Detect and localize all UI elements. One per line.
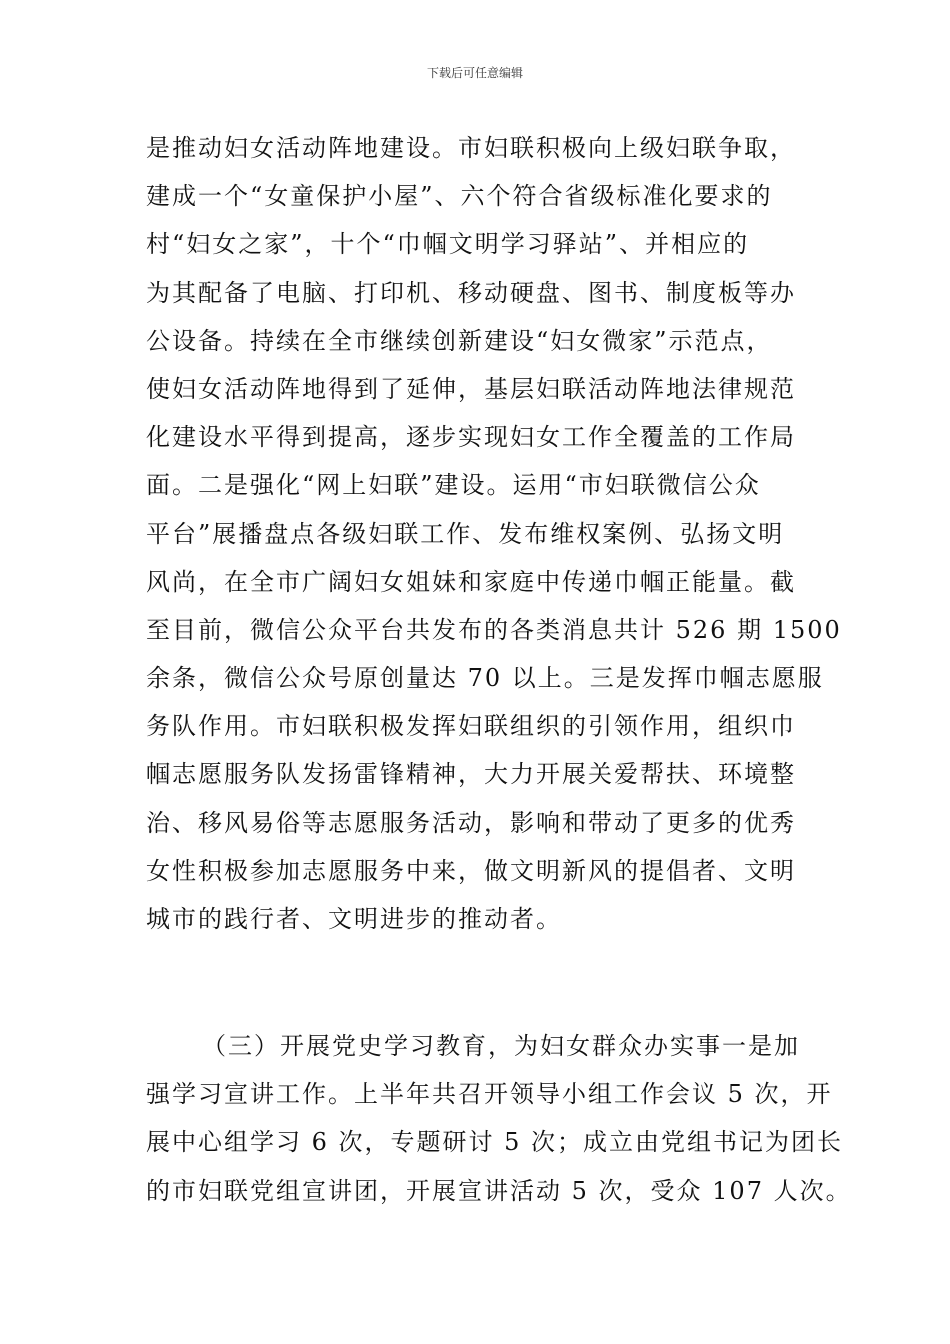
paragraph-2 bbox=[146, 1022, 852, 1215]
text-line: 帼志愿服务队发扬雷锋精神，大力开展关爱帮扶、环境整 bbox=[146, 760, 796, 789]
text-line: 是推动妇女活动阵地建设。市妇联积极向上级妇联争取， bbox=[146, 134, 796, 162]
text-line: 公设备。持续在全市继续创新建设“妇女微家”示范点， bbox=[146, 326, 773, 355]
text-line-indented: （三）开展党史学习教育，为妇女群众办实事一是加 bbox=[202, 1032, 800, 1060]
text-line: 的市妇联党组宣讲团，开展宣讲活动 5 次，受众 107 人次。 bbox=[146, 1176, 852, 1205]
text-line: 余条，微信公众号原创量达 70 以上。三是发挥巾帼志愿服 bbox=[146, 664, 824, 693]
text-line: 治、移风易俗等志愿服务活动，影响和带动了更多的优秀 bbox=[146, 808, 796, 837]
text-line: 女性积极参加志愿服务中来，做文明新风的提倡者、文明 bbox=[146, 856, 796, 885]
text-line: 建成一个“女童保护小屋”、六个符合省级标准化要求的 bbox=[146, 182, 773, 211]
text-line: 风尚，在全市广阔妇女姐妹和家庭中传递巾帼正能量。截 bbox=[146, 567, 796, 596]
text-line: 城市的践行者、文明进步的推动者。 bbox=[146, 905, 562, 933]
text-line: 使妇女活动阵地得到了延伸，基层妇联活动阵地法律规范 bbox=[146, 374, 796, 403]
text-line: 平台”展播盘点各级妇联工作、发布维权案例、弘扬文明 bbox=[146, 519, 785, 548]
text-line: 务队作用。市妇联积极发挥妇联组织的引领作用，组织巾 bbox=[146, 712, 796, 741]
text-line: 村“妇女之家”，十个“巾帼文明学习驿站”、并相应的 bbox=[146, 230, 750, 259]
page-header: 下载后可任意编辑 bbox=[426, 66, 523, 80]
text-line: 为其配备了电脑、打印机、移动硬盘、图书、制度板等办 bbox=[146, 278, 796, 307]
text-line: 至目前，微信公众平台共发布的各类消息共计 526 期 1500 bbox=[146, 615, 842, 644]
text-line: 化建设水平得到提高，逐步实现妇女工作全覆盖的工作局 bbox=[146, 423, 796, 452]
text-line: 面。二是强化“网上妇联”建设。运用“市妇联微信公众 bbox=[146, 471, 761, 500]
text-line: 强学习宣讲工作。上半年共召开领导小组工作会议 5 次，开 bbox=[146, 1080, 833, 1109]
paragraph-1 bbox=[146, 124, 842, 943]
text-line: 展中心组学习 6 次，专题研讨 5 次；成立由党组书记为团长 bbox=[146, 1128, 844, 1157]
